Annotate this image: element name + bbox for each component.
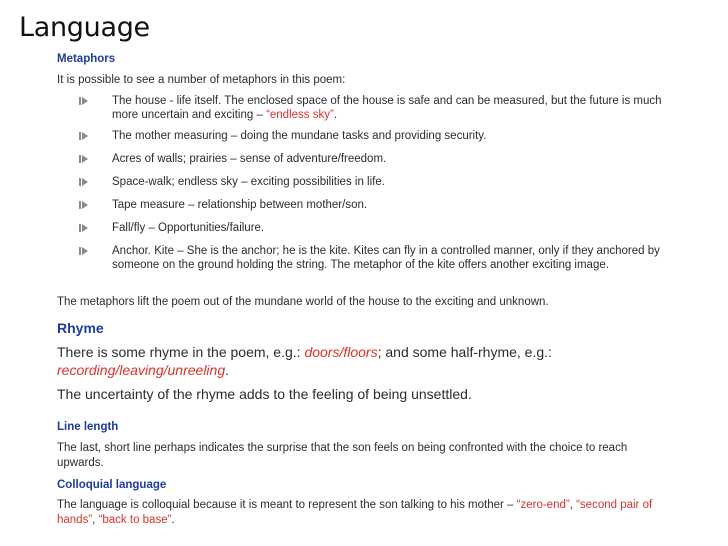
colloquial-quote: “zero-end”: [516, 499, 570, 511]
bullet-text: Fall/fly – Opportunities/failure.: [112, 222, 265, 234]
colloquial-body: The language is colloquial because it is meant to represent the son talking to his mother –: [57, 499, 517, 511]
rhyme-text: ; and some half-rhyme, e.g.:: [377, 344, 552, 360]
rhyme-heading: Rhyme: [57, 320, 104, 336]
colloquial-separator: ,: [569, 499, 577, 511]
list-item: [77, 244, 687, 272]
list-item: [77, 94, 687, 122]
bullet-text: The house - life itself. The enclosed space of the house is safe and can be measured, but the future is much more uncertain and exciting –: [112, 95, 662, 121]
bullet-arrow-icon: [82, 201, 88, 209]
bullet-text: Acres of walls; prairies – sense of adventure/freedom.: [112, 153, 387, 165]
slide-title: Language: [19, 12, 150, 43]
bullet-text: Anchor. Kite – She is the anchor; he is the kite. Kites can fly in a controlled manner, only if they anchored by someone on the ground holding the string. The metaphor of the kite offers another exciting image.: [112, 245, 660, 271]
rhyme-line-1: [57, 343, 617, 379]
colloquial-text: [57, 498, 657, 528]
rhyme-text: .: [225, 362, 229, 378]
rhyme-example: doors/floors: [304, 344, 378, 360]
list-item: [77, 221, 687, 235]
bullet-text: The mother measuring – doing the mundane tasks and providing security.: [112, 130, 487, 142]
bullet-quote: “endless sky”: [266, 109, 334, 121]
list-item: [77, 198, 687, 212]
bullet-arrow-icon: [82, 178, 88, 186]
bullet-arrow-icon: [82, 224, 88, 232]
bullet-arrow-icon: [82, 97, 88, 105]
bullet-arrow-icon: [82, 132, 88, 140]
list-item: [77, 175, 687, 189]
bullet-arrow-icon: [82, 247, 88, 255]
list-item: [77, 129, 687, 143]
colloquial-heading: Colloquial language: [57, 479, 167, 491]
line-length-text: The last, short line perhaps indicates the surprise that the son feels on being confronted with the choice to reach upwards.: [57, 442, 628, 469]
bullet-arrow-icon: [82, 155, 88, 163]
bullet-tail: .: [333, 109, 338, 121]
colloquial-body: .: [171, 514, 175, 526]
line-length-heading: Line length: [57, 421, 119, 433]
bullet-text: Tape measure – relationship between mother/son.: [112, 199, 368, 211]
rhyme-text: There is some rhyme in the poem, e.g.:: [57, 344, 305, 360]
metaphors-closing: The metaphors lift the poem out of the mundane world of the house to the exciting and unknown.: [57, 296, 549, 308]
colloquial-separator: ,: [92, 514, 99, 526]
metaphors-heading: Metaphors: [57, 53, 116, 65]
bullet-text: Space-walk; endless sky – exciting possibilities in life.: [112, 176, 385, 188]
metaphors-intro: It is possible to see a number of metaphors in this poem:: [57, 74, 346, 86]
colloquial-quote: “second pair of hands”: [57, 499, 653, 526]
colloquial-quote: “back to base”: [98, 514, 172, 526]
rhyme-example: recording/leaving/unreeling: [57, 362, 226, 378]
rhyme-line-2: The uncertainty of the rhyme adds to the feeling of being unsettled.: [57, 386, 472, 402]
metaphors-list: [77, 94, 687, 272]
list-item: [77, 152, 687, 166]
